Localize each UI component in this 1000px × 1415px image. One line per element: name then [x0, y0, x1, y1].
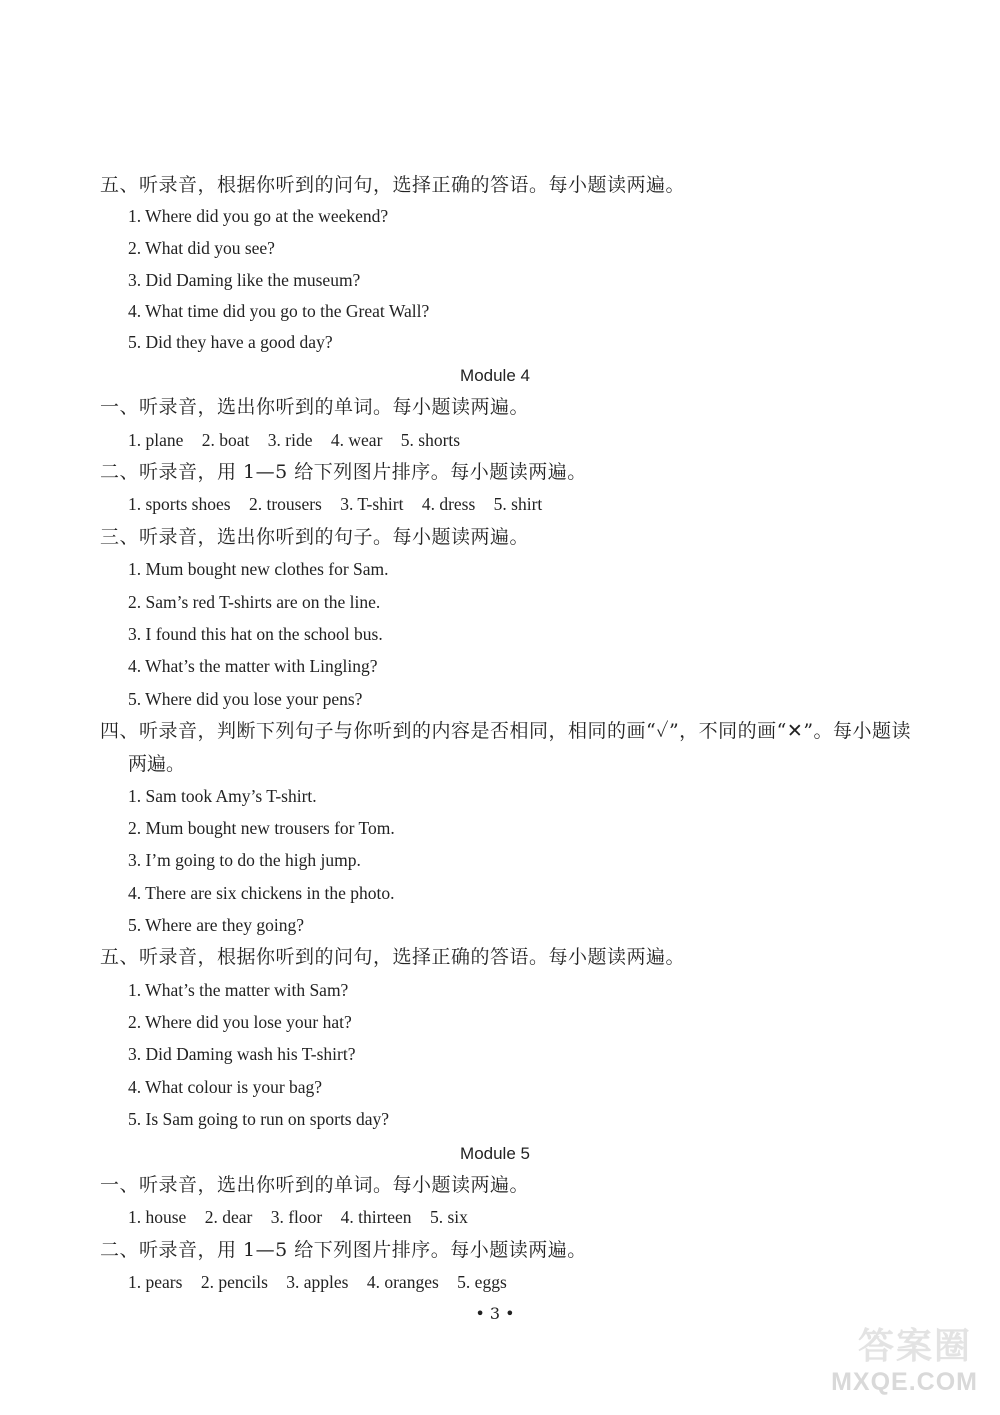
word-item: 1. pears	[128, 1272, 183, 1292]
question-item: 4. What time did you go to the Great Wall?	[128, 301, 430, 321]
word-item: 4. thirteen	[340, 1207, 412, 1227]
question-item: 1. Mum bought new clothes for Sam.	[128, 559, 389, 579]
word-item: 5. shorts	[400, 430, 461, 450]
word-item: 1. house	[128, 1207, 187, 1227]
page-number: • 3 •	[475, 1304, 515, 1323]
word-item: 2. dear	[204, 1207, 253, 1227]
module-title: Module 4	[460, 366, 530, 385]
question-item: 2. Sam’s red T-shirts are on the line.	[128, 592, 381, 612]
word-list	[128, 432, 474, 450]
watermark-logo	[780, 1327, 990, 1407]
question-item: 1. Where did you go at the weekend?	[128, 206, 389, 226]
watermark-cn-text: 答案圈	[857, 1326, 972, 1367]
question-item: 2. What did you see?	[128, 238, 275, 258]
section-heading: 四、听录音，判断下列句子与你听到的内容是否相同，相同的画“✓”，不同的画“✕”。每小题读	[100, 720, 912, 742]
word-item: 4. wear	[330, 430, 383, 450]
watermark-url-text: MXQE.COM	[831, 1368, 978, 1396]
section-heading: 五、听录音，根据你听到的问句，选择正确的答语。每小题读两遍。	[100, 946, 686, 968]
section-heading: 一、听录音，选出你听到的单词。每小题读两遍。	[100, 1174, 530, 1196]
question-item: 3. I’m going to do the high jump.	[128, 850, 361, 870]
word-item: 4. oranges	[366, 1272, 439, 1292]
word-item: 5. eggs	[457, 1272, 507, 1292]
question-item: 5. Where did you lose your pens?	[128, 689, 363, 709]
word-item: 3. ride	[267, 430, 313, 450]
word-item: 3. floor	[270, 1207, 323, 1227]
question-item: 4. What’s the matter with Lingling?	[128, 656, 378, 676]
question-item: 5. Did they have a good day?	[128, 332, 333, 352]
question-item: 1. What’s the matter with Sam?	[128, 980, 349, 1000]
section-heading: 二、听录音，用 1—5 给下列图片排序。每小题读两遍。	[100, 1239, 587, 1261]
question-item: 2. Where did you lose your hat?	[128, 1012, 352, 1032]
section-heading-continued: 两遍。	[128, 753, 186, 775]
section-heading: 五、听录音，根据你听到的问句，选择正确的答语。每小题读两遍。	[100, 174, 686, 196]
word-item: 2. boat	[201, 430, 250, 450]
word-item: 3. apples	[286, 1272, 349, 1292]
section-heading: 三、听录音，选出你听到的句子。每小题读两遍。	[100, 526, 530, 548]
word-item: 5. six	[429, 1207, 468, 1227]
word-item: 5. shirt	[493, 494, 543, 514]
word-item: 3. T-shirt	[340, 494, 404, 514]
question-item: 3. Did Daming wash his T-shirt?	[128, 1044, 356, 1064]
word-list	[128, 1274, 521, 1292]
word-item: 4. dress	[421, 494, 476, 514]
section-heading: 二、听录音，用 1—5 给下列图片排序。每小题读两遍。	[100, 461, 587, 483]
word-list	[128, 496, 556, 514]
word-item: 2. pencils	[200, 1272, 268, 1292]
word-item: 1. sports shoes	[128, 494, 231, 514]
word-list	[128, 1209, 482, 1227]
module-title: Module 5	[460, 1144, 530, 1163]
section-heading: 一、听录音，选出你听到的单词。每小题读两遍。	[100, 396, 530, 418]
question-item: 3. Did Daming like the museum?	[128, 270, 361, 290]
question-item: 5. Is Sam going to run on sports day?	[128, 1109, 390, 1129]
question-item: 3. I found this hat on the school bus.	[128, 624, 383, 644]
question-item: 1. Sam took Amy’s T-shirt.	[128, 786, 317, 806]
question-item: 2. Mum bought new trousers for Tom.	[128, 818, 395, 838]
word-item: 1. plane	[128, 430, 184, 450]
question-item: 5. Where are they going?	[128, 915, 305, 935]
question-item: 4. What colour is your bag?	[128, 1077, 323, 1097]
question-item: 4. There are six chickens in the photo.	[128, 883, 395, 903]
word-item: 2. trousers	[248, 494, 322, 514]
